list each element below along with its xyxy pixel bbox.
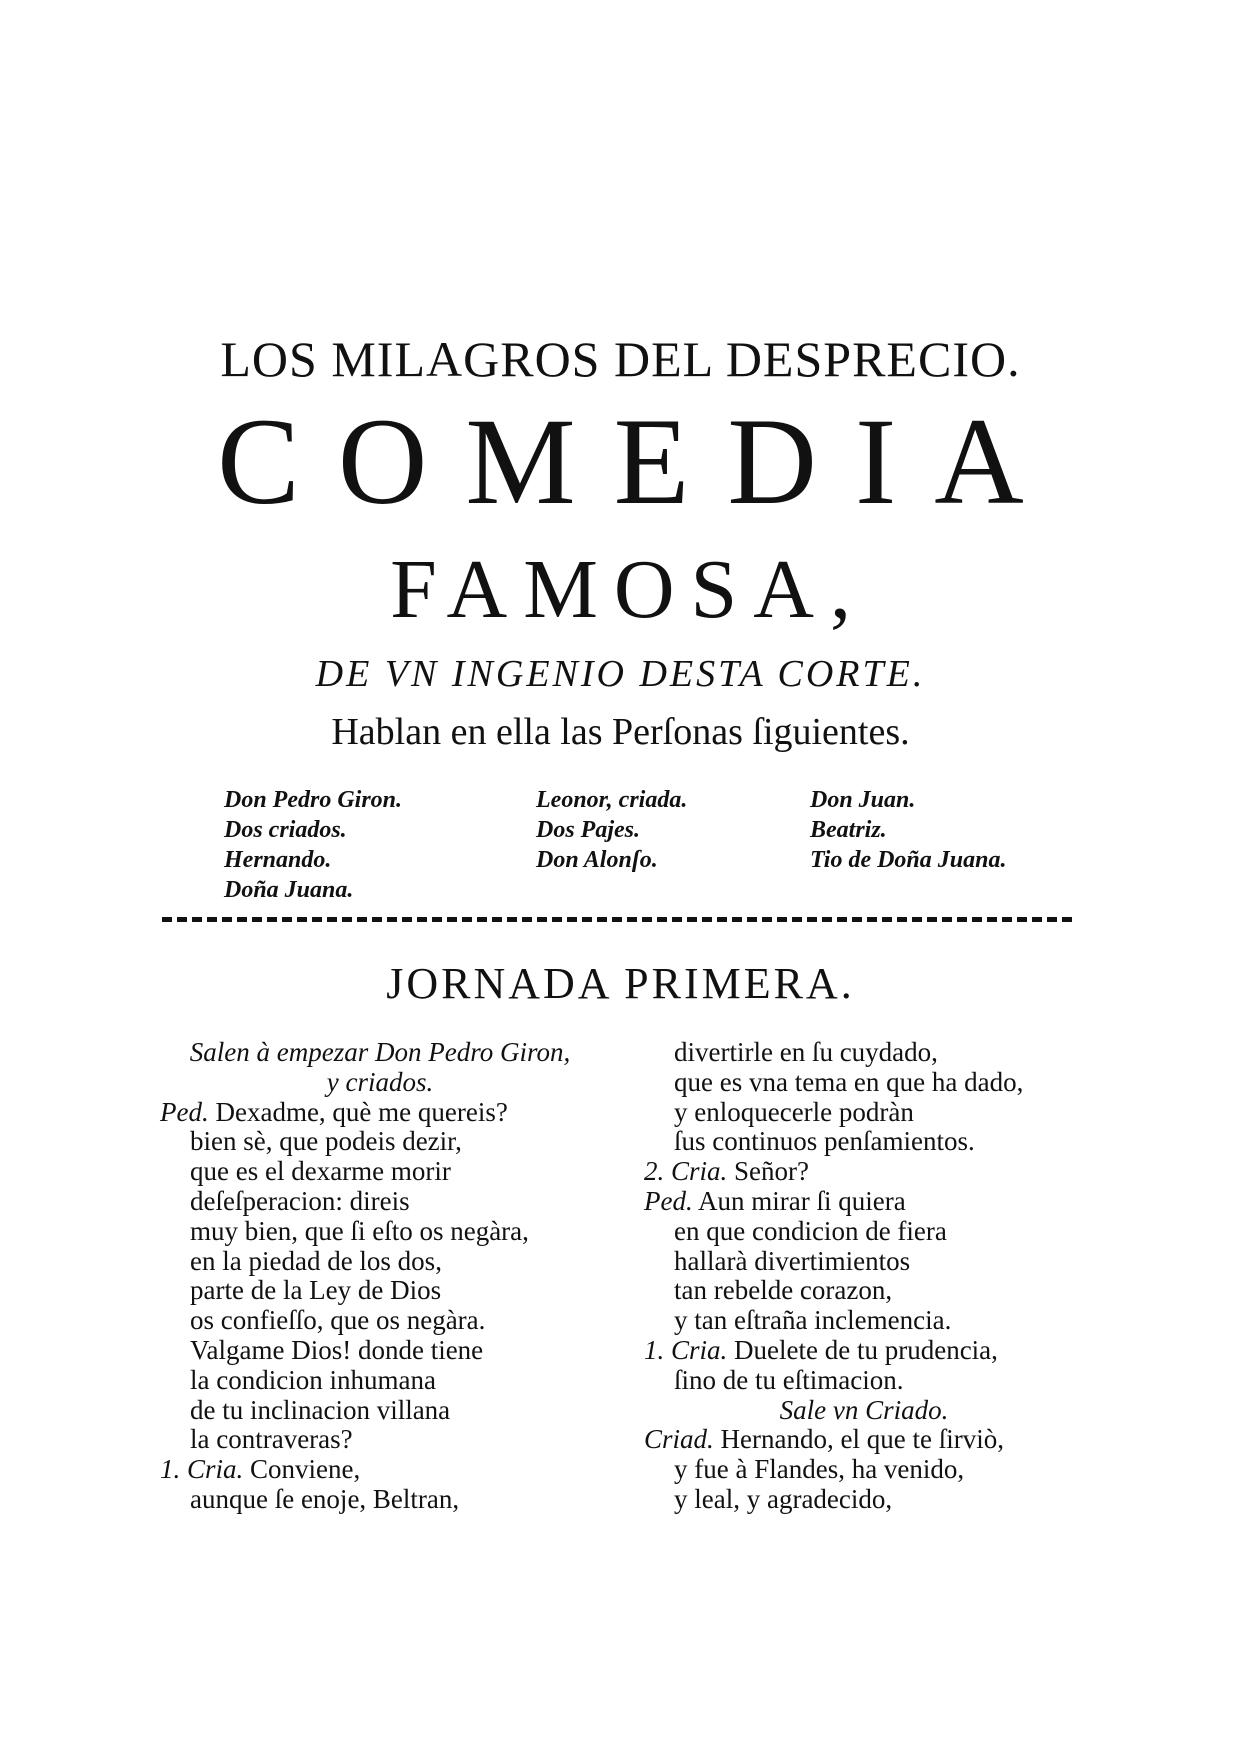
speech-line (160, 1455, 600, 1485)
stage-direction: Sale vn Criado. (779, 1394, 949, 1425)
act-heading: JORNADA PRIMERA. (386, 959, 855, 1008)
verse-text: Aun mirar ſi quiera (692, 1185, 906, 1216)
divider-rule (162, 917, 1072, 922)
verse-line: deſeſperacion: direis (190, 1185, 410, 1216)
cast-column-2 (536, 785, 687, 875)
cast-heading: Hablan en ella las Perſonas ſiguientes. (331, 711, 910, 753)
cast-member: Dos Pajes. (536, 817, 640, 843)
cast-column-1 (224, 785, 402, 905)
verse-line: de tu inclinacion villana (190, 1394, 451, 1425)
cast-member: Leonor, criada. (536, 787, 688, 813)
verse-line: y fue à Flandes, ha venido, (674, 1454, 965, 1485)
speech-line (160, 1098, 600, 1128)
text-column-left (160, 1038, 600, 1515)
verse-line: aunque ſe enoje, Beltran, (190, 1483, 460, 1514)
verse-line: en que condicion de fiera (674, 1215, 947, 1246)
verse-line: y tan eſtraña inclemencia. (674, 1305, 952, 1336)
cast-member: Tio de Doña Juana. (810, 847, 1007, 873)
cast-member: Dos criados. (224, 817, 347, 843)
verse-text: Dexadme, què me quereis? (208, 1096, 508, 1127)
verse-text: Duelete de tu prudencia, (727, 1334, 998, 1365)
speech-line (644, 1187, 1084, 1217)
cast-member: Beatriz. (810, 817, 887, 843)
verse-line: la condicion inhumana (190, 1364, 436, 1395)
cast-column-3 (810, 785, 1006, 875)
verse-line: muy bien, que ſi eſto os negàra, (190, 1215, 529, 1246)
cast-member: Hernando. (224, 847, 332, 873)
verse-text: Hernando, el que te ſirviò, (713, 1424, 1004, 1455)
genre-heading-famosa: FAMOSA, (390, 543, 867, 636)
genre-heading-comedia: COMEDIA (217, 393, 1062, 530)
verse-text: Conviene, (243, 1454, 361, 1485)
stage-direction: y criados. (326, 1066, 434, 1097)
cast-member: Don Pedro Giron. (224, 787, 403, 813)
verse-line: la contraveras? (190, 1424, 353, 1455)
verse-line: y leal, y agradecido, (674, 1483, 893, 1514)
verse-line: y enloquecerle podràn (674, 1096, 914, 1127)
speaker-label: 2. Cria. (644, 1156, 728, 1187)
speech-line (644, 1425, 1084, 1455)
speech-line (644, 1336, 1084, 1366)
verse-line: divertirle en ſu cuydado, (674, 1037, 938, 1067)
cast-member: Don Juan. (810, 787, 916, 813)
cast-member: Don Alonſo. (536, 847, 658, 873)
verse-line: tan rebelde corazon, (674, 1275, 893, 1306)
speaker-label: 1. Cria. (160, 1454, 244, 1485)
verse-line: hallarà divertimientos (674, 1245, 911, 1276)
verse-line: os confieſſo, que os negàra. (190, 1305, 486, 1336)
play-title: LOS MILAGROS DEL DESPRECIO. (220, 331, 1021, 387)
verse-line: ſus continuos penſamientos. (674, 1126, 975, 1157)
speaker-label: 1. Cria. (644, 1334, 728, 1365)
stage-direction: Salen à empezar Don Pedro Giron, (189, 1037, 571, 1067)
speech-line (644, 1157, 1084, 1187)
verse-line: que es vna tema en que ha dado, (674, 1066, 1024, 1097)
verse-line: que es el dexarme morir (190, 1156, 451, 1187)
verse-line: bien sè, que podeis dezir, (190, 1126, 462, 1157)
text-column-right (644, 1038, 1084, 1515)
cast-member: Doña Juana. (224, 877, 354, 903)
verse-line: Valgame Dios! donde tiene (190, 1334, 484, 1365)
speaker-label: Criad. (644, 1424, 714, 1455)
speaker-label: Ped. (160, 1096, 209, 1127)
speaker-label: Ped. (644, 1185, 693, 1216)
verse-line: en la piedad de los dos, (190, 1245, 442, 1276)
author-line: DE VN INGENIO DESTA CORTE. (315, 653, 926, 695)
verse-line: parte de la Ley de Dios (190, 1275, 442, 1306)
verse-text: Señor? (727, 1156, 810, 1187)
verse-line: ſino de tu eſtimacion. (674, 1364, 904, 1395)
